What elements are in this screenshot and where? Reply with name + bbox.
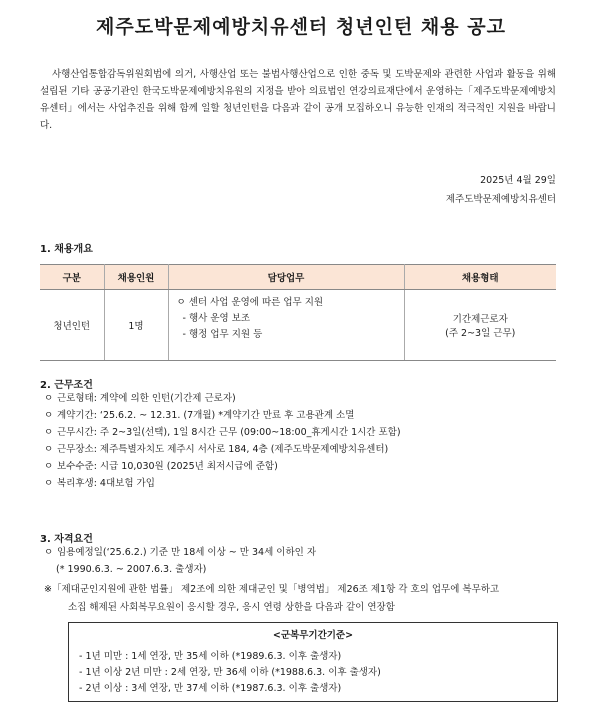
note-line: ※「제대군인지원에 관한 법률」 제2조에 의한 제대군인 및「병역법」 제26조 제1항 각 호의 업무에 복무하고: [44, 584, 500, 595]
bullet-mark: ㅇ: [44, 410, 54, 421]
cell-category: 청년인턴: [40, 290, 104, 361]
type-line: (주 2~3일 근무): [445, 328, 516, 339]
header-type: 채용형태: [404, 265, 556, 290]
recruitment-overview-table: [40, 264, 556, 361]
box-item: - 2년 이상 : 3세 연장, 만 37세 이하 (*1987.6.3. 이후 출생자): [79, 683, 342, 694]
table-row: [40, 290, 556, 361]
duty-line: ㅇ 센터 사업 운영에 따른 업무 지원: [176, 297, 324, 308]
bullet-mark: ㅇ: [44, 478, 54, 489]
cell-type: [404, 290, 556, 361]
duty-line: - 행사 운영 보조: [182, 313, 251, 324]
intro-paragraph: 사행산업통합감독위원회법에 의거, 사행산업 또는 불법사행산업으로 인한 중독 및 도박문제와 관련한 사업과 활동을 위해 설립된 기타 공공기관인 한국도박문제예방치유원의 지정을 받아 의료법인 연강의료재단에서 운영하는「제주도박문제예방치유센터」에서는 사업추진을 위해 함께 일할 청년인턴을 다음과 같이 공개 모집하오니 유능한 인재의 적극적인 지원을 바랍니다.: [40, 69, 556, 131]
bullet-mark: ㅇ: [44, 427, 54, 438]
announcement-date: 2025년 4월 29일: [480, 175, 556, 186]
qualification-list: [44, 544, 316, 578]
list-item: ㅇ 보수수준: 시급 10,030원 (2025년 최저시급에 준함): [44, 458, 401, 475]
list-item: ㅇ 계약기간: ‘25.6.2. ~ 12.31. (7개월) *계약기간 만료 후 고용관계 소멸: [44, 407, 401, 424]
section-1-title: 1. 채용개요: [40, 244, 93, 255]
work-conditions-list: [44, 390, 401, 492]
bullet-mark: ㅇ: [44, 444, 54, 455]
section-3-title: 3. 자격요건: [40, 534, 93, 545]
box-item: - 1년 미만 : 1세 연장, 만 35세 이하 (*1989.6.3. 이후 출생자): [79, 651, 342, 662]
list-item: ㅇ 근로형태: 계약에 의한 인턴(기간제 근로자): [44, 390, 401, 407]
cell-duties: [168, 290, 404, 361]
header-duties: 담당업무: [168, 265, 404, 290]
list-item: ㅇ 임용예정일(‘25.6.2.) 기준 만 18세 이상 ~ 만 34세 이하인 자: [44, 544, 316, 561]
birth-range-note: (* 1990.6.3. ~ 2007.6.3. 출생자): [56, 564, 207, 575]
organization-name: 제주도박문제예방치유센터: [445, 194, 556, 205]
bullet-mark: ㅇ: [44, 547, 54, 558]
cell-count: 1명: [104, 290, 168, 361]
section-2-title: 2. 근무조건: [40, 380, 93, 391]
military-service-box: [68, 622, 558, 702]
table-header-row: [40, 265, 556, 290]
bullet-mark: ㅇ: [44, 461, 54, 472]
header-category: 구분: [40, 265, 104, 290]
list-item: ㅇ 복리후생: 4대보험 가입: [44, 475, 401, 492]
note-line: 소집 해제된 사회복무요원이 응시할 경우, 응시 연령 상한을 다음과 같이 연장함: [68, 602, 395, 613]
duty-line: - 행정 업무 지원 등: [182, 329, 263, 340]
bullet-mark: ㅇ: [44, 393, 54, 404]
header-count: 채용인원: [104, 265, 168, 290]
box-item: - 1년 이상 2년 미만 : 2세 연장, 만 36세 이하 (*1988.6.3. 이후 출생자): [79, 667, 381, 678]
military-service-note: [44, 581, 564, 617]
type-line: 기간제근로자: [452, 314, 508, 325]
box-title: <군복무기간기준>: [272, 630, 354, 641]
page-title: 제주도박문제예방치유센터 청년인턴 채용 공고: [96, 16, 506, 38]
list-item: ㅇ 근무장소: 제주특별자치도 제주시 서사로 184, 4층 (제주도박문제예방치유센터): [44, 441, 401, 458]
list-item: ㅇ 근무시간: 주 2~3일(선택), 1일 8시간 근무 (09:00~18:00_휴게시간 1시간 포함): [44, 424, 401, 441]
